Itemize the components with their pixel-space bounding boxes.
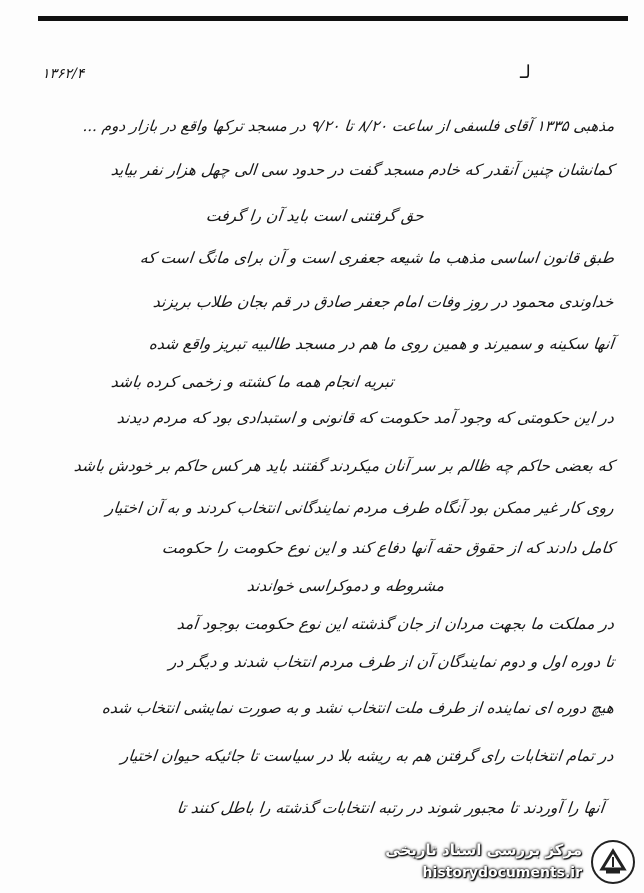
handwritten-line: مذهبی ۱۳۳۵ آقای فلسفی از ساعت ۸/۲۰ تا ۹/۲۰ در مسجد ترکها واقع در بازار دوم ... (81, 117, 615, 135)
page-mark: لـ (520, 62, 531, 83)
watermark (346, 837, 638, 889)
handwritten-line: طبق قانون اساسی مذهب ما شیعه جعفری است و آن برای مانگ است که (138, 249, 615, 267)
page-number: ۱۳۶۲/۴ (42, 66, 85, 82)
handwritten-line: در مملکت ما بجهت مردان از جان گذشته این نوع حکومت بوجود آمد (176, 615, 615, 633)
handwritten-line: تبریه انجام همه ما کشته و زخمی کرده باشد (110, 373, 395, 391)
handwritten-line: تا دوره اول و دوم نمایندگان آن از طرف مردم انتخاب شدند و دیگر در (167, 653, 615, 671)
handwritten-line: در این حکومتی که وجود آمد حکومت که قانونی و استبدادی بود که مردم دیدند (116, 409, 615, 427)
handwritten-line: خداوندی محمود در روز وفات امام جعفر صادق در قم بجان طلاب بریزند (152, 293, 615, 311)
handwritten-line: روی کار غیر ممکن بود آنگاه طرف مردم نمایندگانی انتخاب کردند و به آن اختیار (105, 499, 615, 517)
handwritten-line: آنها را آوردند تا مجبور شوند در رتبه انتخابات گذشته را باطل کنند تا (176, 799, 605, 817)
top-border-line (38, 16, 628, 21)
watermark-title: مرکز بررسی اسناد تاریخی (385, 841, 582, 859)
watermark-url[interactable]: historydocuments.ir (422, 865, 582, 881)
handwritten-line: آنها سکینه و سمیرند و همین روی ما هم در مسجد طالبیه تبریز واقع شده (148, 335, 615, 353)
handwritten-line: که بعضی حاکم چه ظالم بر سر آنان میکردند گفتند باید هر کس حاکم بر خودش باشد (73, 457, 615, 475)
handwritten-line: مشروطه و دموکراسی خواندند (245, 577, 445, 595)
handwritten-line: در تمام انتخابات رای گرفتن هم به ریشه بلا در سیاست تا جائیکه حیوان اختیار (120, 747, 615, 765)
archive-seal-icon (590, 839, 636, 885)
handwritten-line: کمانشان چنین آنقدر که خادم مسجد گفت در حدود سی الی چهل هزار نفر بیاید (110, 161, 615, 179)
handwritten-line: حق گرفتنی است باید آن را گرفت (205, 207, 425, 225)
handwritten-line: کامل دادند که از حقوق حقه آنها دفاع کند و این نوع حکومت را حکومت (161, 539, 615, 557)
handwritten-line: هیچ دوره ای نماینده از طرف ملت انتخاب نشد و به صورت نمایشی انتخاب شده (100, 699, 615, 717)
